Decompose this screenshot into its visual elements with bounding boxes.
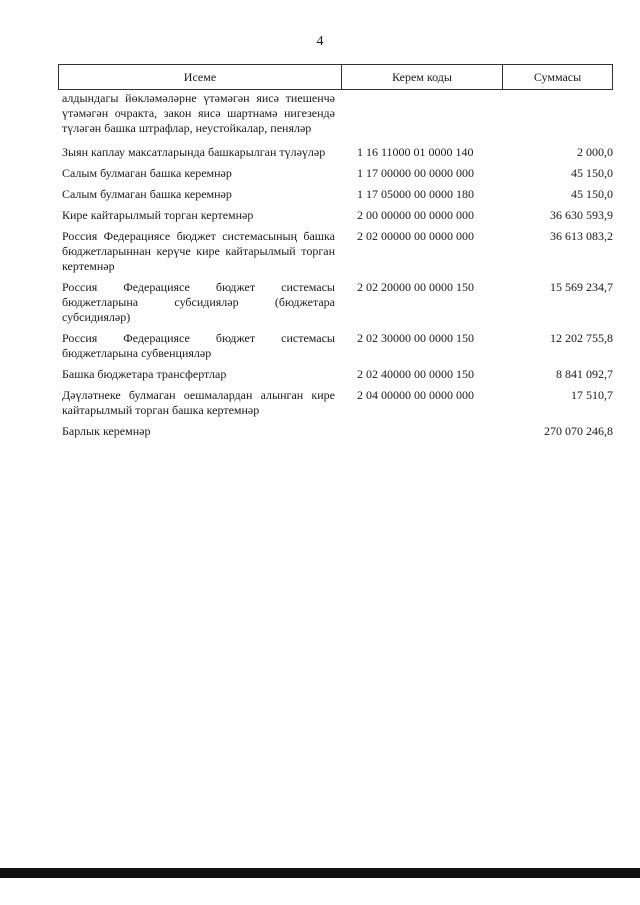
header-name: Исеме xyxy=(59,65,342,89)
table-body xyxy=(62,91,615,445)
row-code: 2 00 00000 00 0000 000 xyxy=(357,208,474,222)
row-code: 1 17 00000 00 0000 000 xyxy=(357,166,474,180)
table-row xyxy=(62,91,615,136)
row-sum: 45 150,0 xyxy=(571,187,613,201)
table-row xyxy=(62,229,615,274)
row-name: Россия Федерациясе бюджет системасы бюджетларына субвенцияләр xyxy=(62,331,335,360)
row-name: Кире кайтарылмый торган кертемнәр xyxy=(62,208,254,222)
row-code: 1 16 11000 01 0000 140 xyxy=(357,145,474,159)
row-code: 2 02 30000 00 0000 150 xyxy=(357,331,474,345)
row-code: 2 02 40000 00 0000 150 xyxy=(357,367,474,381)
row-code: 1 17 05000 00 0000 180 xyxy=(357,187,474,201)
table-row xyxy=(62,145,615,160)
row-code xyxy=(335,424,517,439)
scan-edge xyxy=(0,868,640,878)
row-code: 2 02 00000 00 0000 000 xyxy=(357,229,474,243)
row-name: Россия Федерациясе бюджет системасының башка бюджетларыннан керүче кире кайтарылмый торган кертемнәр xyxy=(62,229,335,273)
row-sum: 8 841 092,7 xyxy=(556,367,613,381)
table-header xyxy=(58,64,613,90)
table-row xyxy=(62,280,615,325)
row-name: Барлык керемнәр xyxy=(62,424,151,438)
row-name: алдындагы йөкләмәләрне үтәмәгән яисә тиешенчә үтәмәгән очракта, закон яисә шартнамә нигезендә түләгән башка штрафлар, неустойкалар, пеняләр xyxy=(62,91,335,135)
row-code xyxy=(335,91,517,136)
row-sum: 12 202 755,8 xyxy=(550,331,613,345)
header-code: Керем коды xyxy=(342,65,503,89)
table-row xyxy=(62,208,615,223)
header-sum: Суммасы xyxy=(533,69,582,84)
row-sum xyxy=(517,91,615,136)
row-name: Салым булмаган башка керемнәр xyxy=(62,187,232,201)
row-name: Зыян каплау максатларында башкарылган түләүләр xyxy=(62,145,326,159)
page-number: 4 xyxy=(316,34,324,49)
table-row xyxy=(62,331,615,361)
table-row xyxy=(62,166,615,181)
row-sum: 17 510,7 xyxy=(571,388,613,402)
table-row xyxy=(62,187,615,202)
row-name: Салым булмаган башка керемнәр xyxy=(62,166,232,180)
row-sum: 2 000,0 xyxy=(577,145,613,159)
row-code: 2 02 20000 00 0000 150 xyxy=(357,280,474,294)
row-name: Башка бюджетара трансфертлар xyxy=(62,367,227,381)
row-sum: 36 613 083,2 xyxy=(550,229,613,243)
row-name: Дәүләтнеке булмаган оешмалардан алынган кире кайтарылмый торган башка кертемнәр xyxy=(62,388,335,417)
row-sum: 270 070 246,8 xyxy=(544,424,613,438)
row-sum: 15 569 234,7 xyxy=(550,280,613,294)
row-sum: 45 150,0 xyxy=(571,166,613,180)
table-row xyxy=(62,388,615,418)
row-sum: 36 630 593,9 xyxy=(550,208,613,222)
row-name: Россия Федерациясе бюджет системасы бюджетларына субсидияләр (бюджетара субсидияләр) xyxy=(62,280,335,324)
table-row-total xyxy=(62,424,615,439)
table-row xyxy=(62,367,615,382)
row-code: 2 04 00000 00 0000 000 xyxy=(357,388,474,402)
